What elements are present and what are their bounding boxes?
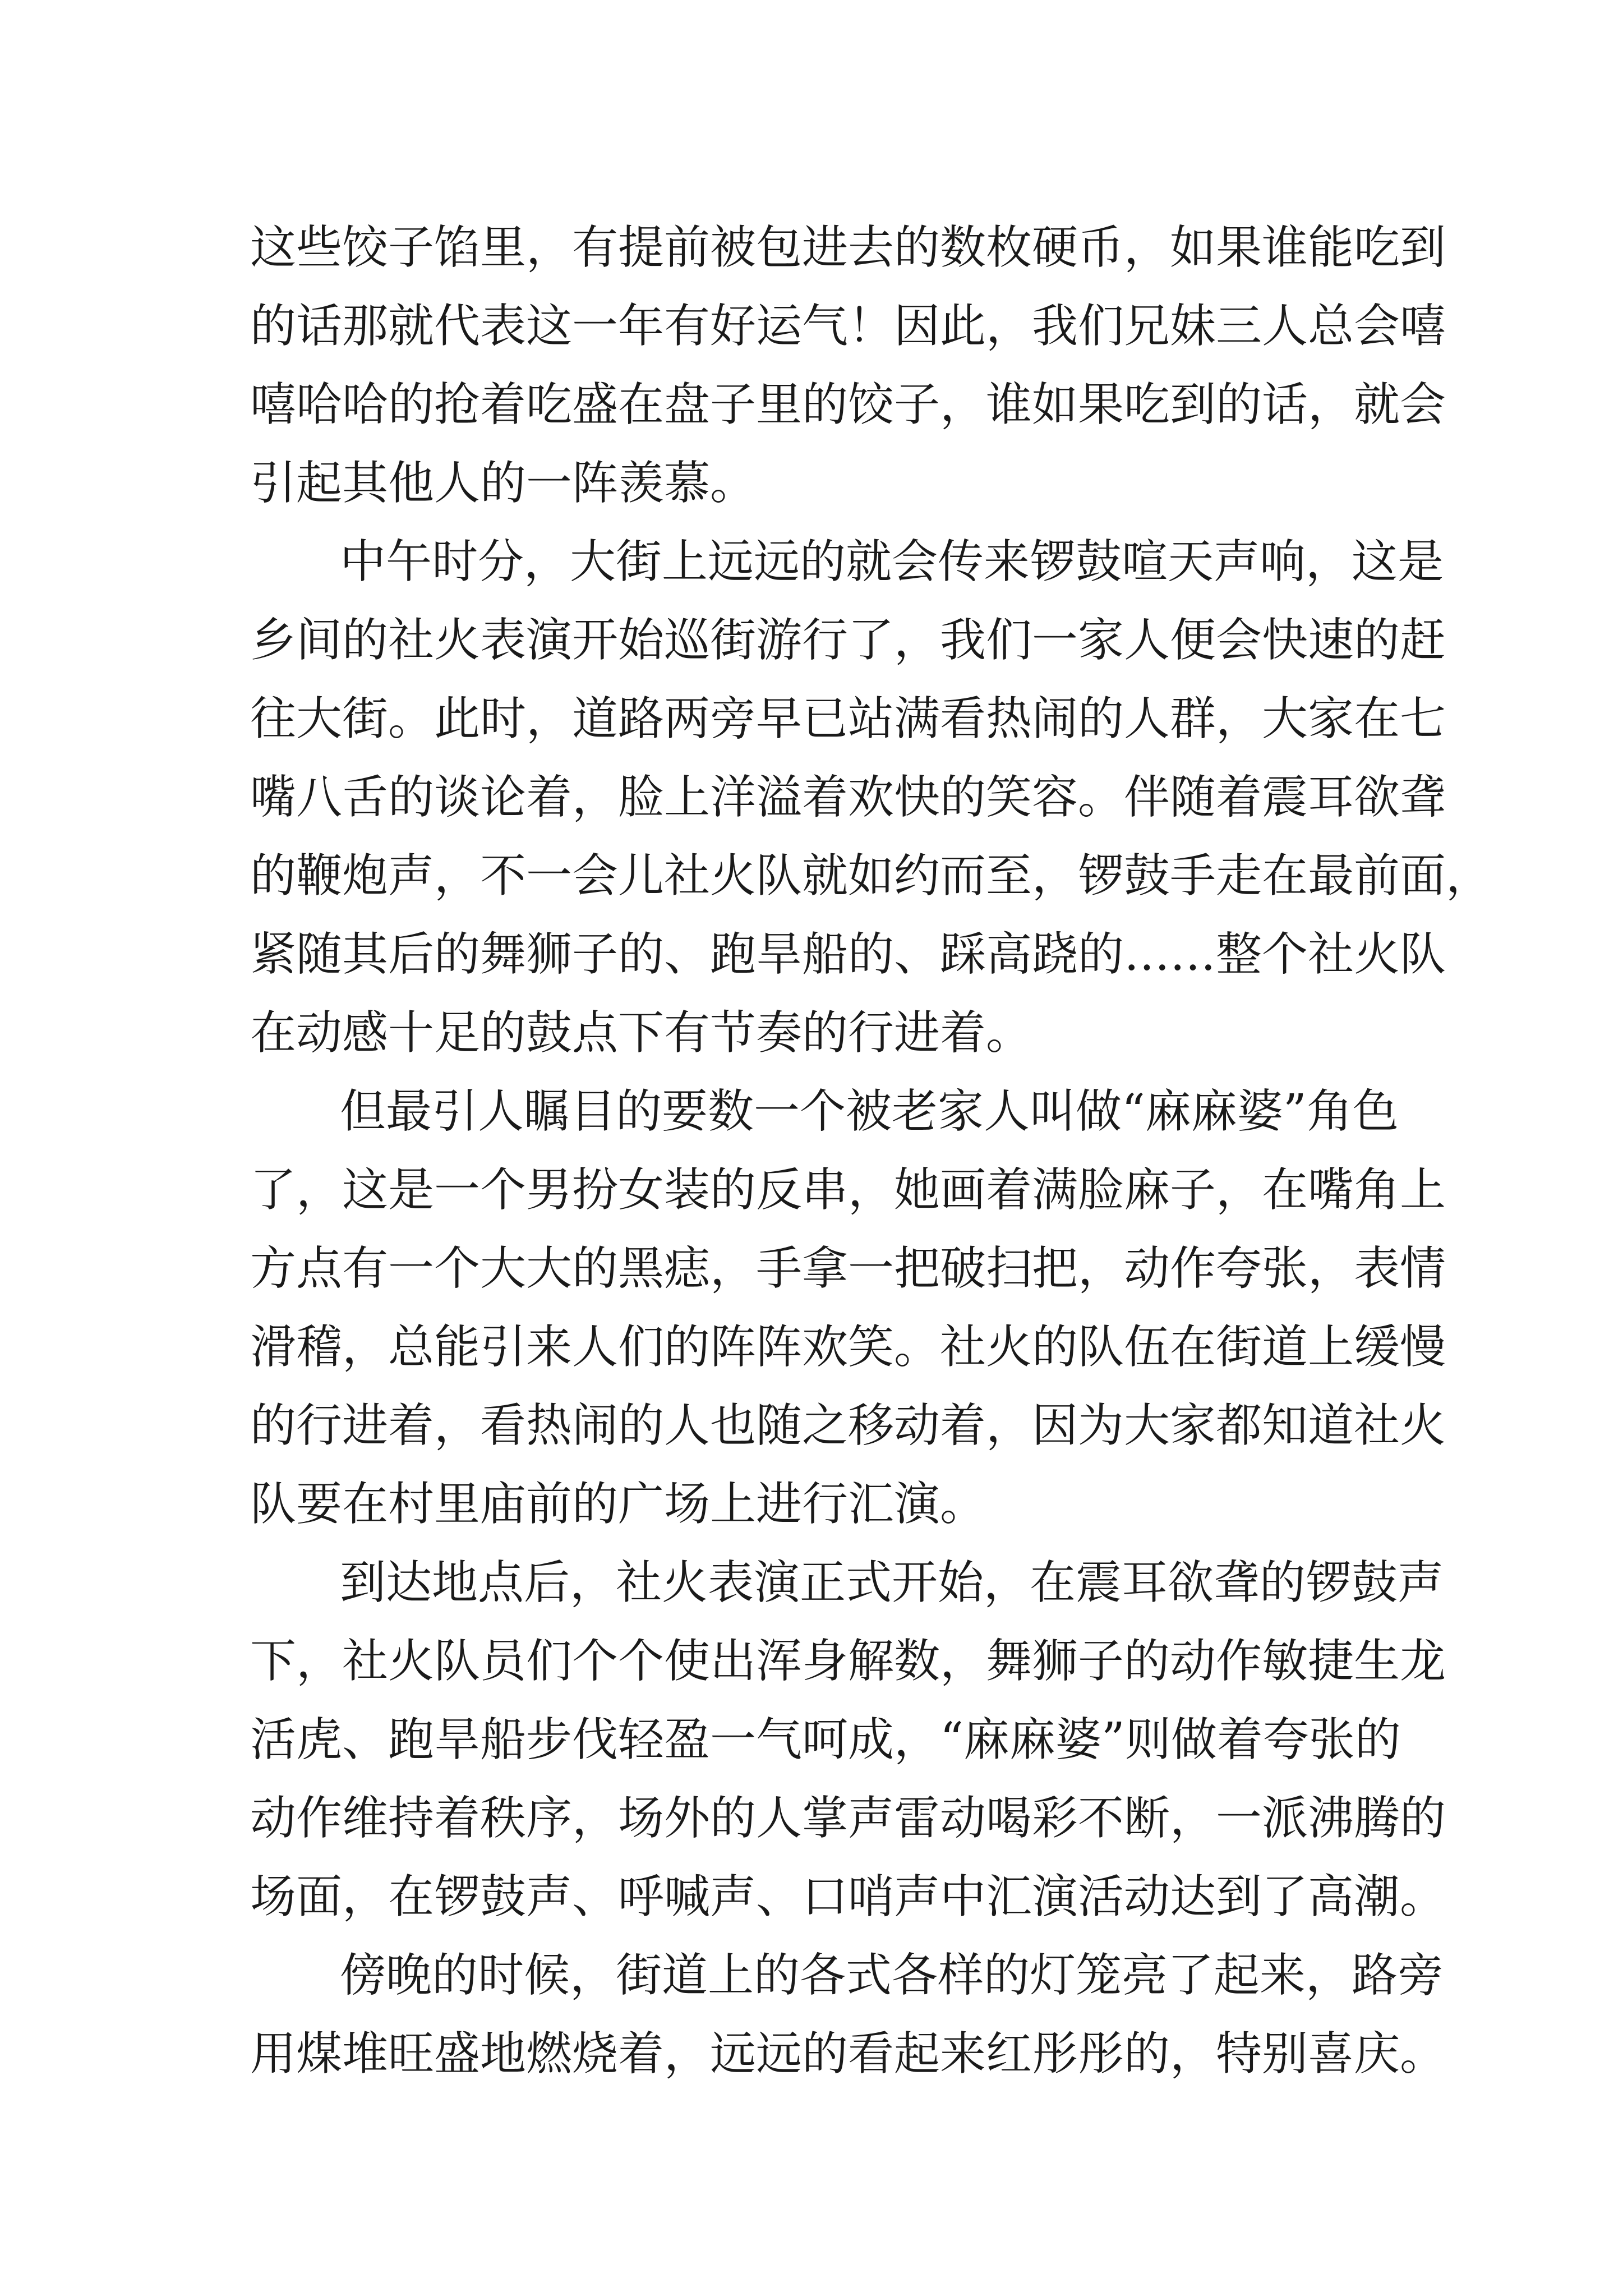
text-line: 在动感十足的鼓点下有节奏的行进着。 (250, 1006, 1032, 1060)
text-line: 队要在村里庙前的广场上进行汇演。 (250, 1478, 986, 1531)
text-line: 傍晚的时候，街道上的各式各样的灯笼亮了起来，路旁 (340, 1949, 1444, 2002)
text-line: 这些饺子馅里，有提前被包进去的数枚硬币，如果谁能吃到 (250, 221, 1446, 274)
text-line: 滑稽，总能引来人们的阵阵欢笑。社火的队伍在街道上缓慢 (250, 1320, 1446, 1374)
text-line: 乡间的社火表演开始巡街游行了，我们一家人便会快速的赶 (250, 614, 1446, 667)
text-line: 场面，在锣鼓声、呼喊声、口哨声中汇演活动达到了高潮。 (250, 1870, 1446, 1924)
text-line: 中午时分，大街上远远的就会传来锣鼓喧天声响，这是 (340, 535, 1444, 588)
text-line: 引起其他人的一阵羡慕。 (250, 457, 757, 510)
text-line: 但最引人瞩目的要数一个被老家人叫做“麻麻婆”角色 (340, 1085, 1399, 1138)
text-line: 嘴八舌的谈论着，脸上洋溢着欢快的笑容。伴随着震耳欲聋 (250, 771, 1446, 824)
text-line: 的话那就代表这一年有好运气！因此，我们兄妹三人总会嘻 (250, 300, 1446, 353)
text-line: 了，这是一个男扮女装的反串，她画着满脸麻子，在嘴角上 (250, 1163, 1446, 1217)
text-line: 的行进着，看热闹的人也随之移动着，因为大家都知道社火 (250, 1399, 1446, 1452)
text-line: 方点有一个大大的黑痣，手拿一把破扫把，动作夸张，表情 (250, 1242, 1446, 1295)
text-line: 紧随其后的舞狮子的、跑旱船的、踩高跷的……整个社火队 (250, 928, 1446, 981)
text-line: 的鞭炮声，不一会儿社火队就如约而至，锣鼓手走在最前面， (250, 849, 1492, 903)
text-line: 往大街。此时，道路两旁早已站满看热闹的人群，大家在七 (250, 692, 1446, 746)
text-line: 活虎、跑旱船步伐轻盈一气呵成，“麻麻婆”则做着夸张的 (250, 1713, 1401, 1766)
text-line: 动作维持着秩序，场外的人掌声雷动喝彩不断，一派沸腾的 (250, 1792, 1446, 1845)
text-line: 嘻哈哈的抢着吃盛在盘子里的饺子，谁如果吃到的话，就会 (250, 378, 1446, 431)
text-line: 到达地点后，社火表演正式开始，在震耳欲聋的锣鼓声 (340, 1556, 1444, 1609)
text-line: 下，社火队员们个个使出浑身解数，舞狮子的动作敏捷生龙 (250, 1635, 1446, 1688)
text-line: 用煤堆旺盛地燃烧着，远远的看起来红彤彤的，特别喜庆。 (250, 2027, 1446, 2081)
